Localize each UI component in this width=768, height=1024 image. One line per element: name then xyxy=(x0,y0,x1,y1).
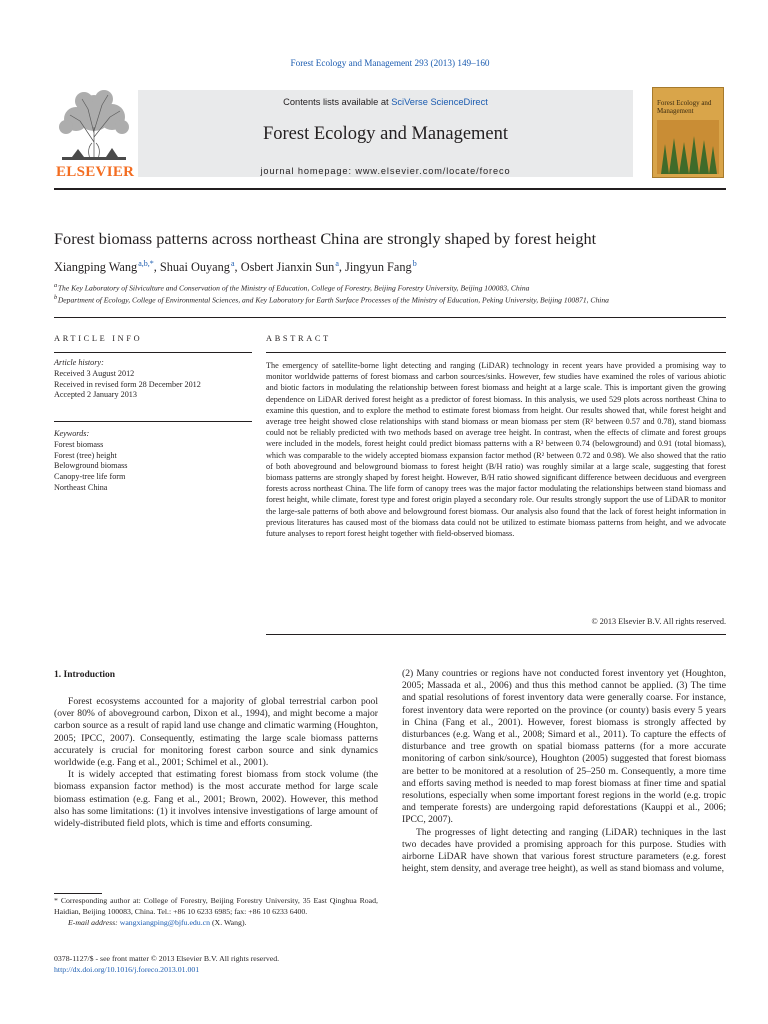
keywords-label: Keywords: xyxy=(54,429,90,438)
cover-title: Forest Ecology and Management xyxy=(657,99,712,115)
contents-line xyxy=(138,97,633,107)
affiliation-marker: b xyxy=(54,294,58,301)
author-list: Xiangping Wang $^{a,b,*}$, Shuai Ouyang $^a$, Osbert Jianxin Sun $^a$, Jingyun Fang $^b$ xyxy=(54,259,417,275)
history-item: Received 3 August 2012 xyxy=(54,368,135,378)
author-affiliation-marker[interactable]: b xyxy=(412,259,417,268)
affiliation xyxy=(54,294,734,305)
journal-homepage xyxy=(138,166,633,176)
forest-cover-image-icon xyxy=(657,120,719,174)
abstract-heading: ABSTRACT xyxy=(266,334,331,343)
body-paragraph: Forest ecosystems accounted for a majority of global terrestrial carbon pool (over 80% of aboveground carbon, Dixon et al., 1994), and might become a major carbon source as a result of rapid land use change and climatic warming (Houghton, 2005; IPCC, 2007). Consequently, estimating the large scale biomass patterns accurately is crucial for monitoring forest carbon source and sink dynamics worldwide (e.g. Fang et al., 2001; Schimel et al., 2001). xyxy=(54,696,378,769)
affiliation-text: The Key Laboratory of Silviculture and Conservation of the Ministry of Education, College of Forestry, Beijing Forestry University, Beijing 100083, China xyxy=(57,283,530,293)
contents-prefix: Contents lists available at xyxy=(283,97,392,107)
journal-masthead xyxy=(54,87,726,180)
copyright-notice: © 2013 Elsevier B.V. All rights reserved. xyxy=(591,617,726,626)
history-divider xyxy=(54,421,252,422)
author-name[interactable]: Shuai Ouyang xyxy=(159,260,230,275)
article-title: Forest biomass patterns across northeast China are strongly shaped by forest height xyxy=(54,229,597,248)
affiliation-marker: a xyxy=(54,282,58,289)
abstract-bottom-divider xyxy=(266,634,726,635)
sciencedirect-link[interactable]: SciVerse ScienceDirect xyxy=(391,97,488,107)
journal-citation[interactable]: Forest Ecology and Management 293 (2013) 149–160 xyxy=(290,58,490,68)
body-paragraph: It is widely accepted that estimating forest biomass from stock volume (the biomass expansion factor method) is the most accurate method for large scale biomass estimation (e.g. Fang et al., 2001; Brown, 2002). However, this method also has some limitations: (1) it involves intensive investigations of large amount of widely-distributed field plots, which is time and efforts consuming. xyxy=(54,769,378,830)
email-link[interactable]: wangxiangping@bjfu.edu.cn xyxy=(119,917,211,927)
elsevier-wordmark: ELSEVIER xyxy=(56,164,135,180)
keyword: Northeast China xyxy=(54,482,108,492)
body-paragraph: (2) Many countries or regions have not conducted forest inventory yet (Houghton, 2005; Massada et al., 2006) and thus this method cannot be applied. (3) The time and spatial resolutions of forest inventory data were generally coarse. For instance, forest inventory data were reported on the province (or county) basis every 5 years in China (Fang et al., 2001). However, forest biomass is strongly affected by disturbances (e.g. Wang et al., 2008; Simard et al., 2011). To capture the effects of disturbance and tree growth on spatial biomass patterns (for a more accurate monitoring of carbon sink/source), Houghton (2005) suggested that forest biomass are better to be monitored at a resolution of 25–250 m. Consequently, a more time and efforts saving method is needed to map forest biomass at finer time and spatial resolutions, especially when some important forest regions in the world (e.g. tropic and temperate forests) are undergoing rapid deforestations (Kauppi et al., 2006; IPCC, 2007). xyxy=(402,668,726,826)
journal-cover-thumbnail[interactable] xyxy=(652,87,724,178)
journal-title: Forest Ecology and Management xyxy=(262,124,509,144)
author-affiliation-marker[interactable]: a xyxy=(230,259,235,268)
abstract-text: The emergency of satellite-borne light detecting and ranging (LiDAR) technology in recent years have provided a promising way to monitor worldwide patterns of forest biomass and carbon sources/sinks. However, few studies have examined the roles of various abiotic and biotic factors in modulating the relationship between forest biomass and height at a large scale. This is important given the growing dependence on LiDAR derived forest height as a predictor of forest biomass. In this analysis, we used 529 plots across northeast China to examine this question, and to explore the method to estimate forest biomass from height. Our results showed that, while forest height and average tree height showed close relationships with stand biomass or mean biomass per stem (R² between 0.57 and 0.78), stand biomass could not be reliably predicted with two methods based on average tree height. In contrast, when the effects of climate and forest groups were included in the models, forest height could predict biomass patterns with a R² between 0.74 (belowground) and 0.91 (total biomass), which was comparable to the widely accepted biomass expansion factor method (R² between 0.72 and 0.98). We also showed that the ratio of both aboveground and belowground biomass to forest height (B/H ratio) was roughly similar at a large scale, suggesting that forest biomass patterns are strongly shaped by forest height. However, B/H ratio showed significant difference between deciduous and evergreen forests across northeast China. The life form of canopy trees was the major factor modulating the relationships between stand biomass and forest height, while climate, forest type and forest origin played a secondary role. Our results strongly support the use of LiDAR to monitor the large-sale patterns of both above and belowground forest biomass. Our analysis also found that the lack of forest height information in previous literatures has caused most of the biomass data could not be utilized to estimate biomass patterns from height, and we advocate future analyses to report forest height together with field-observed biomass. xyxy=(266,361,726,539)
affiliation-text: Department of Ecology, College of Environmental Sciences, and Key Laboratory for Earth Surface Processes of the Ministry of Education, Peking University, Beijing 100871, China xyxy=(57,295,609,305)
affiliation xyxy=(54,282,734,293)
body-column-right xyxy=(402,668,726,875)
issn-line: 0378-1127/$ - see front matter © 2013 Elsevier B.V. All rights reserved. xyxy=(54,954,280,963)
author-name[interactable]: Jingyun Fang xyxy=(345,260,412,275)
abstract-body xyxy=(266,360,726,539)
keyword: Belowground biomass xyxy=(54,461,128,471)
email-label: E-mail address: xyxy=(68,917,120,927)
keywords-list xyxy=(54,429,254,494)
journal-title-band xyxy=(138,90,633,177)
corresponding-author-footnote xyxy=(54,896,378,928)
history-label: Article history: xyxy=(54,358,104,367)
doi-link[interactable]: http://dx.doi.org/10.1016/j.foreco.2013.01.001 xyxy=(54,965,200,974)
publication-meta xyxy=(54,953,374,975)
masthead-divider xyxy=(54,188,726,190)
section-divider xyxy=(54,317,726,318)
keyword: Canopy-tree life form xyxy=(54,472,126,482)
footnote-divider xyxy=(54,893,102,894)
body-column-left xyxy=(54,696,378,830)
author-affiliation-marker[interactable]: a,b,* xyxy=(138,259,154,268)
introduction-heading: 1. Introduction xyxy=(54,670,116,680)
homepage-link[interactable]: www.elsevier.com/locate/foreco xyxy=(355,166,511,176)
body-paragraph: The progresses of light detecting and ranging (LiDAR) techniques in the last two decades have provided a promising approach for this purpose. Studies with airborne LiDAR have shown that various forest structure parameters (e.g. forest height, stem density, and average tree height), as well as stand biomass and volume, xyxy=(402,826,726,875)
abstract-divider xyxy=(266,352,726,353)
keyword: Forest biomass xyxy=(54,439,104,449)
author-name[interactable]: Osbert Jianxin Sun xyxy=(240,260,335,275)
email-line xyxy=(54,918,378,929)
author-name[interactable]: Xiangping Wang xyxy=(54,260,138,275)
keyword: Forest (tree) height xyxy=(54,450,117,460)
email-suffix: (X. Wang). xyxy=(210,917,247,927)
article-info-heading: ARTICLE INFO xyxy=(54,334,143,343)
history-item: Accepted 2 January 2013 xyxy=(54,390,137,400)
article-history xyxy=(54,358,254,401)
author-affiliation-marker[interactable]: a xyxy=(335,259,339,268)
article-info-divider xyxy=(54,352,252,353)
footnote-text: * Corresponding author at: College of Forestry, Beijing Forestry University, 35 East Qinghua Road, Haidian, Beijing 100083, China. Tel.: +86 10 6233 6985; fax: +86 10 6233 6400. xyxy=(54,896,378,916)
history-item: Received in revised form 28 December 2012 xyxy=(54,379,201,389)
homepage-prefix: journal homepage: xyxy=(260,166,356,176)
